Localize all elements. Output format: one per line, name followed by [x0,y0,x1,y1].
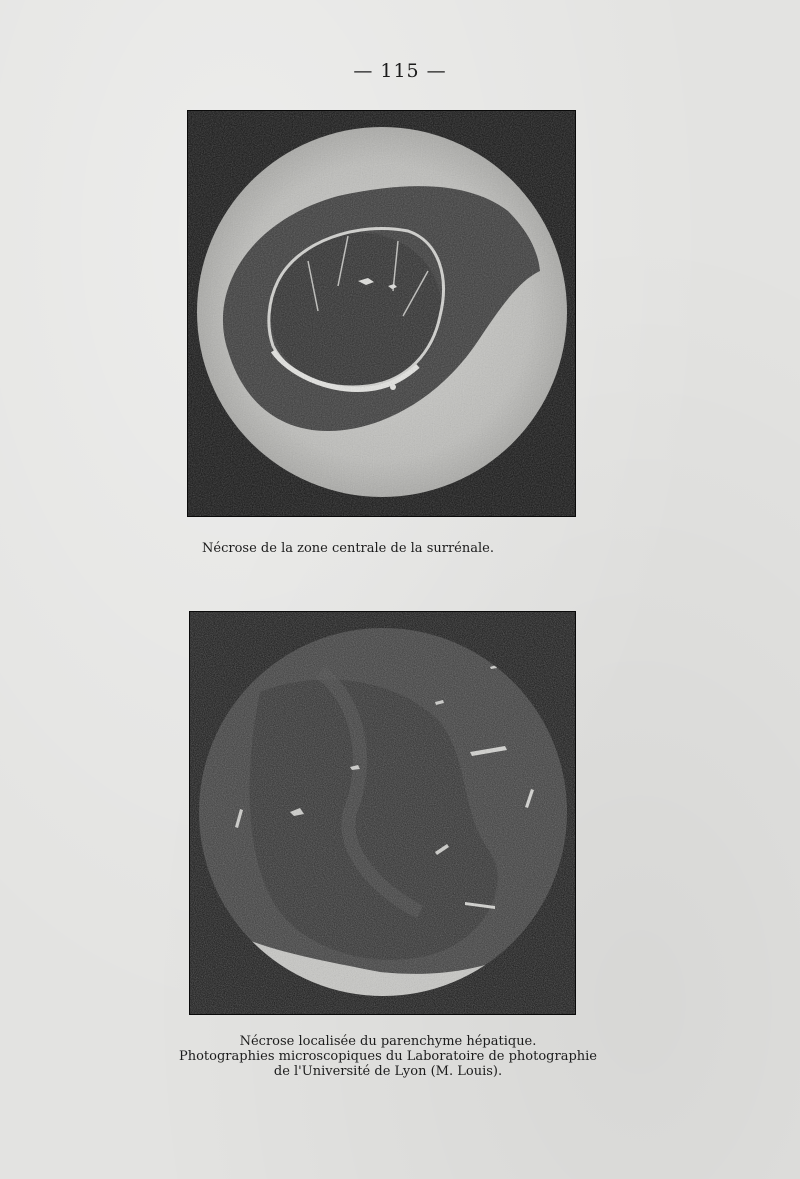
page-number: — 115 — [353,60,447,82]
caption-line: de l'Université de Lyon (M. Louis). [273,1064,503,1079]
figure-caption-2 [0,1034,788,1079]
caption-line: Photographies microscopiques du Laboratoire de photographie [178,1049,597,1064]
micrograph-liver [190,612,575,1014]
caption-line: Nécrose localisée du parenchyme hépatique. [239,1034,537,1049]
figure-caption-1: Nécrose de la zone centrale de la surrénale. [202,541,494,556]
micrograph-adrenal [188,111,575,516]
